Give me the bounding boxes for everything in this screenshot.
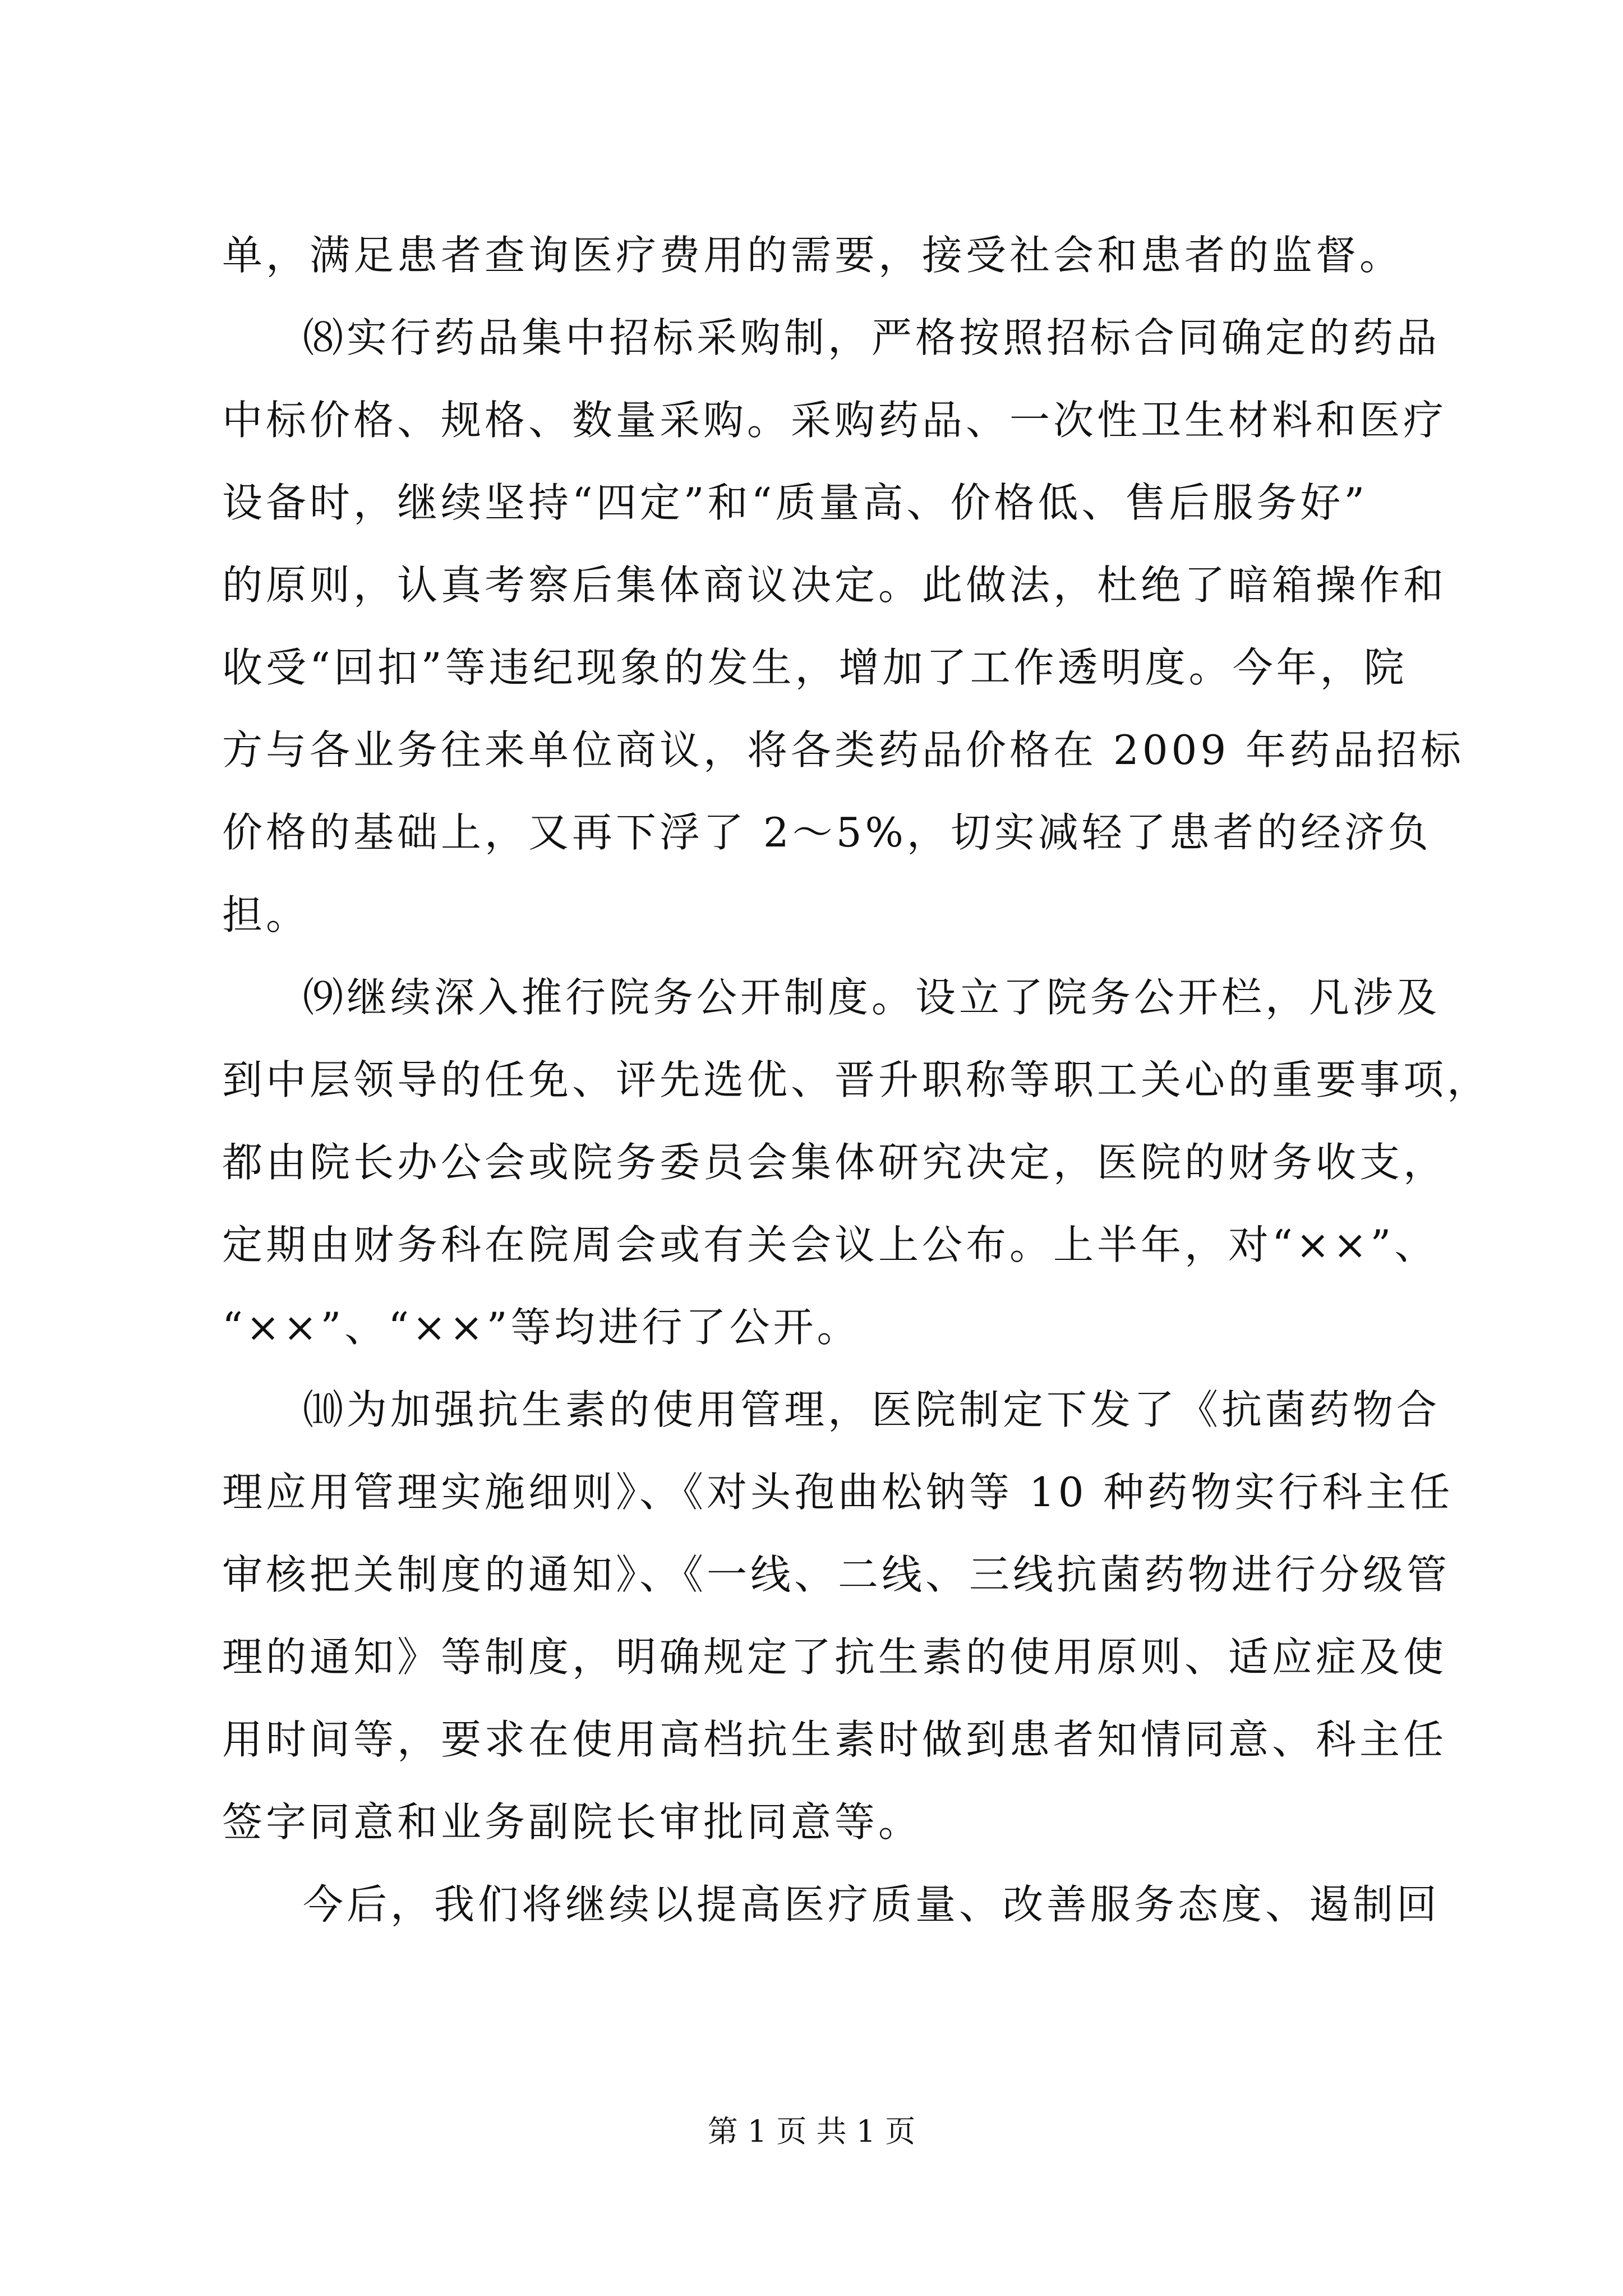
line-text: 到中层领导的任免、评先选优、晋升职称等职工关心的重要事项， <box>222 1056 1491 1103</box>
line-text: 的原则，认真考察后集体商议决定。此做法，杜绝了暗箱操作和 <box>222 562 1447 609</box>
line-text: 用时间等，要求在使用高档抗生素时做到患者知情同意、科主任 <box>222 1716 1447 1763</box>
text-line <box>0 1874 1623 1935</box>
line-text: 中标价格、规格、数量采购。采购药品、一次性卫生材料和医疗 <box>222 397 1447 444</box>
line-text: ⑻实行药品集中招标采购制，严格按照招标合同确定的药品 <box>303 314 1441 361</box>
line-text: “××”、“××”等均进行了公开。 <box>222 1304 861 1351</box>
line-text: 审核把关制度的通知》、《一线、二线、三线抗菌药物进行分级管 <box>222 1551 1451 1598</box>
text-line <box>0 224 1623 286</box>
line-text: 价格的基础上，又再下浮了 2～5%，切实减轻了患者的经济负 <box>222 809 1432 856</box>
line-text: 签字同意和业务副院长审批同意等。 <box>222 1798 923 1846</box>
line-text: 定期由财务科在院周会或有关会议上公布。上半年，对“××”、 <box>222 1221 1438 1268</box>
text-line <box>0 472 1623 533</box>
text-line <box>0 1626 1623 1688</box>
text-line <box>0 719 1623 781</box>
text-line <box>0 1379 1623 1441</box>
text-line <box>0 1544 1623 1605</box>
text-line <box>0 554 1623 616</box>
line-text: 都由院长办公会或院务委员会集体研究决定，医院的财务收支， <box>222 1139 1447 1186</box>
text-line <box>0 967 1623 1028</box>
text-line <box>0 637 1623 698</box>
text-line <box>0 1791 1623 1853</box>
text-line <box>0 1296 1623 1358</box>
line-text: 方与各业务往来单位商议，将各类药品价格在 2009 年药品招标 <box>222 726 1465 774</box>
text-line <box>0 1049 1623 1111</box>
text-line <box>0 1461 1623 1523</box>
text-line <box>0 1709 1623 1770</box>
text-line <box>0 1131 1623 1193</box>
line-text: 担。 <box>222 891 310 938</box>
line-text: 收受“回扣”等违纪现象的发生，增加了工作透明度。今年，院 <box>222 644 1408 691</box>
page-footer: 第 1 页 共 1 页 <box>707 2114 916 2149</box>
line-text: 今后，我们将继续以提高医疗质量、改善服务态度、遏制回 <box>303 1881 1441 1928</box>
text-line <box>0 307 1623 369</box>
text-line <box>0 884 1623 946</box>
line-text: 单，满足患者查询医疗费用的需要，接受社会和患者的监督。 <box>222 232 1404 279</box>
text-line <box>0 1214 1623 1276</box>
line-text: ⑽为加强抗生素的使用管理，医院制定下发了《抗菌药物合 <box>303 1386 1441 1433</box>
text-line <box>0 802 1623 863</box>
line-text: 理的通知》等制度，明确规定了抗生素的使用原则、适应症及使 <box>222 1634 1447 1681</box>
line-text: 设备时，继续坚持“四定”和“质量高、价格低、售后服务好” <box>222 479 1368 526</box>
line-text: ⑼继续深入推行院务公开制度。设立了院务公开栏，凡涉及 <box>303 974 1441 1021</box>
text-line <box>0 389 1623 451</box>
line-text: 理应用管理实施细则》、《对头孢曲松钠等 10 种药物实行科主任 <box>222 1469 1454 1516</box>
